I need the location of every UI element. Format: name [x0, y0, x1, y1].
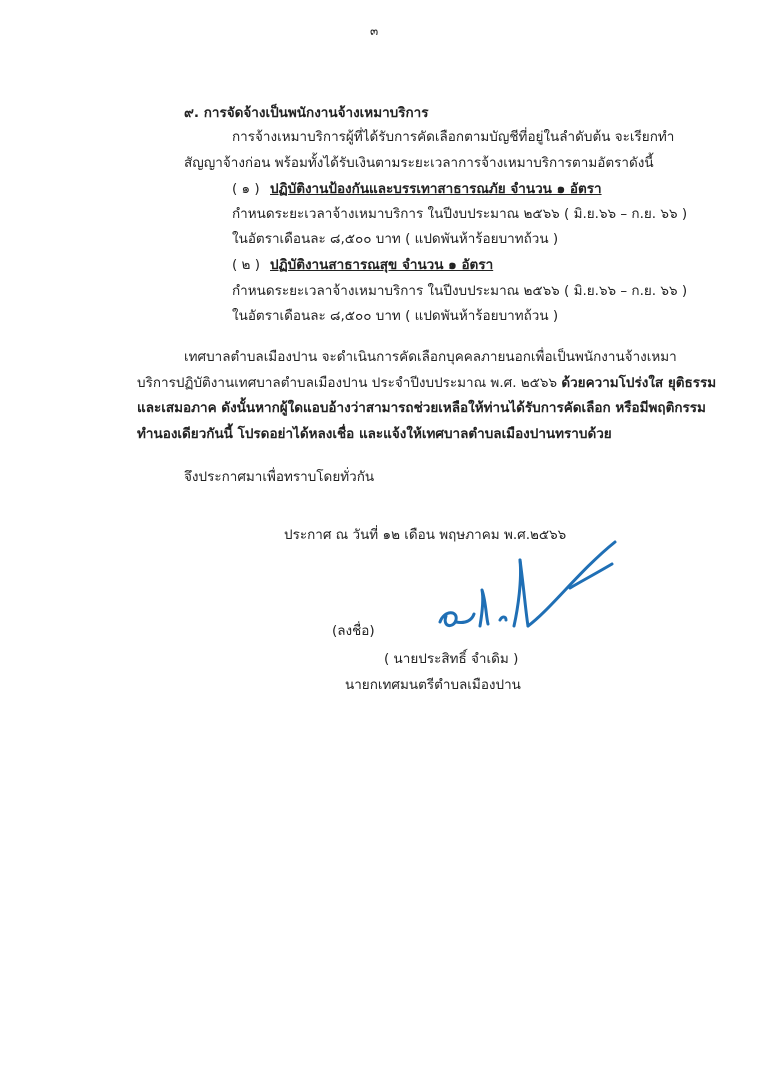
intro-line-1: การจ้างเหมาบริการผู้ที่ได้รับการคัดเลือกตามบัญชีที่อยู่ในลำดับต้น จะเรียกทำ	[232, 129, 675, 145]
position-1-title: ปฏิบัติงานป้องกันและบรรเทาสาธารณภัย จำนวน ๑ อัตรา	[270, 181, 602, 197]
position-1-number: ( ๑ )	[232, 181, 260, 197]
notice-line-2-plain: บริการปฏิบัติงานเทศบาลตำบลเมืองปาน ประจำปีงบประมาณ พ.ศ. ๒๕๖๖	[137, 375, 562, 391]
closing-statement: จึงประกาศมาเพื่อทราบโดยทั่วกัน	[184, 469, 375, 485]
position-1-rate: ในอัตราเดือนละ ๘,๕๐๐ บาท ( แปดพันห้าร้อยบาทถ้วน )	[232, 231, 559, 247]
signer-name: ( นายประสิทธิ์ จำเดิม )	[384, 651, 519, 667]
notice-line-2-bold: ด้วยความโปร่งใส ยุติธรรม	[561, 375, 717, 391]
position-2-number: ( ๒ )	[232, 257, 261, 273]
notice-line-3: และเสมอภาค ดังนั้นหากผู้ใดแอบอ้างว่าสามารถช่วยเหลือให้ท่านได้รับการคัดเลือก หรือมีพฤติกรรม	[137, 400, 706, 416]
intro-line-2: สัญญาจ้างก่อน พร้อมทั้งได้รับเงินตามระยะเวลาการจ้างเหมาบริการตามอัตราดังนี้	[184, 155, 654, 171]
handwritten-signature-icon	[430, 530, 620, 650]
signer-position: นายกเทศมนตรีตำบลเมืองปาน	[345, 677, 521, 693]
position-1-period: กำหนดระยะเวลาจ้างเหมาบริการ ในปีงบประมาณ ๒๕๖๖ ( มิ.ย.๖๖ – ก.ย. ๖๖ )	[232, 206, 688, 222]
sign-label: (ลงชื่อ)	[332, 623, 375, 639]
notice-line-1: เทศบาลตำบลเมืองปาน จะดำเนินการคัดเลือกบุคคลภายนอกเพื่อเป็นพนักงานจ้างเหมา	[184, 349, 677, 365]
position-2-rate: ในอัตราเดือนละ ๘,๕๐๐ บาท ( แปดพันห้าร้อยบาทถ้วน )	[232, 308, 559, 324]
position-2-period: กำหนดระยะเวลาจ้างเหมาบริการ ในปีงบประมาณ ๒๕๖๖ ( มิ.ย.๖๖ – ก.ย. ๖๖ )	[232, 283, 688, 299]
notice-line-2	[137, 374, 716, 392]
position-2-title: ปฏิบัติงานสาธารณสุข จำนวน ๑ อัตรา	[270, 257, 494, 273]
page-number: ๓	[370, 24, 379, 38]
announce-date: ประกาศ ณ วันที่ ๑๒ เดือน พฤษภาคม พ.ศ.๒๕๖๖	[284, 527, 567, 543]
notice-line-4: ทำนองเดียวกันนี้ โปรดอย่าได้หลงเชื่อ และแจ้งให้เทศบาลตำบลเมืองปานทราบด้วย	[137, 426, 612, 442]
section-heading: ๙. การจัดจ้างเป็นพนักงานจ้างเหมาบริการ	[184, 105, 429, 121]
